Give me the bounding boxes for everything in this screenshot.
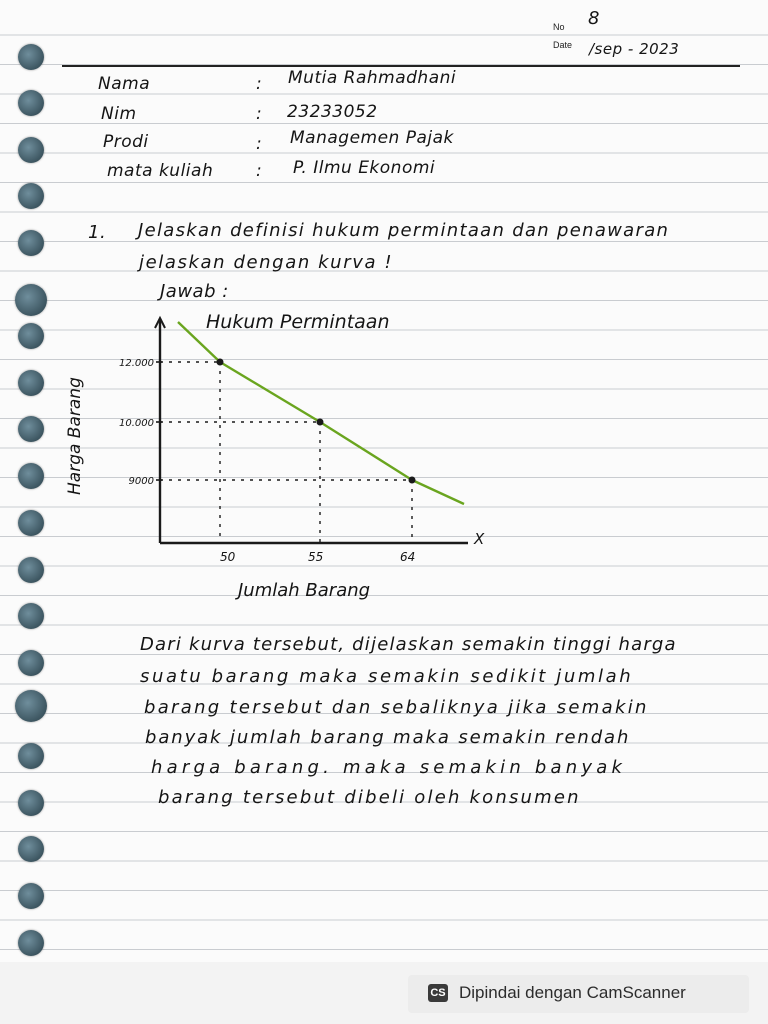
- binder-hole: [18, 743, 44, 769]
- header-rule: [62, 65, 740, 67]
- x-axis-symbol: X: [474, 530, 485, 548]
- binder-hole: [18, 836, 44, 862]
- bio-label: Prodi: [103, 132, 149, 152]
- date-label: Date: [553, 40, 573, 50]
- no-value: 8: [588, 8, 600, 29]
- explanation-line: banyak jumlah barang maka semakin rendah: [145, 727, 631, 748]
- binder-hole: [18, 230, 44, 256]
- data-point: [409, 477, 416, 484]
- date-value: /sep - 2023: [589, 40, 680, 58]
- chart-plot-area: [119, 318, 468, 564]
- camscanner-logo-icon: CS: [428, 984, 448, 1002]
- x-tick-label: 55: [308, 550, 324, 564]
- binder-hole: [18, 463, 44, 489]
- explanation-line: Dari kurva tersebut, dijelaskan semakin tinggi harga: [140, 634, 677, 655]
- question-line-2: jelaskan dengan kurva !: [139, 252, 394, 273]
- data-point: [317, 419, 324, 426]
- binder-hole: [15, 284, 47, 316]
- binder-hole: [18, 883, 44, 909]
- bio-separator: :: [256, 74, 263, 94]
- y-tick-label: 9000: [128, 476, 154, 487]
- binder-hole: [18, 603, 44, 629]
- answer-label: Jawab :: [160, 281, 229, 302]
- bio-separator: :: [256, 161, 263, 181]
- x-axis-label: Jumlah Barang: [238, 580, 371, 601]
- bio-value: Mutia Rahmadhani: [288, 68, 457, 88]
- binder-hole: [18, 930, 44, 956]
- binder-hole: [18, 416, 44, 442]
- bio-label: Nim: [101, 104, 137, 124]
- bio-separator: :: [256, 104, 263, 124]
- demand-curve-line: [178, 322, 464, 504]
- binder-hole: [18, 510, 44, 536]
- explanation-line: barang tersebut dibeli oleh konsumen: [158, 787, 581, 808]
- camscanner-text: Dipindai dengan CamScanner: [459, 983, 686, 1002]
- x-tick-label: 50: [220, 550, 236, 564]
- y-axis-label: Harga Barang: [65, 377, 85, 495]
- bio-value: Managemen Pajak: [290, 128, 454, 148]
- binder-hole: [18, 790, 44, 816]
- binder-holes: [0, 0, 60, 962]
- explanation-line: suatu barang maka semakin sedikit jumlah: [140, 666, 634, 687]
- explanation-line: barang tersebut dan sebaliknya jika semakin: [144, 697, 649, 718]
- chart-title: Hukum Permintaan: [206, 311, 390, 333]
- binder-hole: [18, 183, 44, 209]
- question-line-1: Jelaskan definisi hukum permintaan dan penawaran: [138, 220, 670, 241]
- y-tick-label: 12.000: [119, 358, 154, 369]
- binder-hole: [18, 557, 44, 583]
- bio-separator: :: [256, 134, 263, 154]
- bio-value: 23233052: [287, 102, 378, 122]
- bio-value: P. Ilmu Ekonomi: [293, 158, 436, 178]
- binder-hole: [18, 137, 44, 163]
- bio-label: mata kuliah: [107, 161, 214, 181]
- binder-hole: [18, 650, 44, 676]
- binder-hole: [15, 690, 47, 722]
- bio-label: Nama: [98, 74, 151, 94]
- no-label: No: [553, 22, 565, 32]
- binder-hole: [18, 90, 44, 116]
- explanation-line: harga barang. maka semakin banyak: [151, 757, 627, 778]
- binder-hole: [18, 370, 44, 396]
- demand-curve-chart: [60, 300, 500, 610]
- y-tick-label: 10.000: [119, 418, 154, 429]
- data-point: [217, 359, 224, 366]
- binder-hole: [18, 323, 44, 349]
- x-tick-label: 64: [400, 550, 416, 564]
- question-number: 1.: [88, 222, 107, 243]
- binder-hole: [18, 44, 44, 70]
